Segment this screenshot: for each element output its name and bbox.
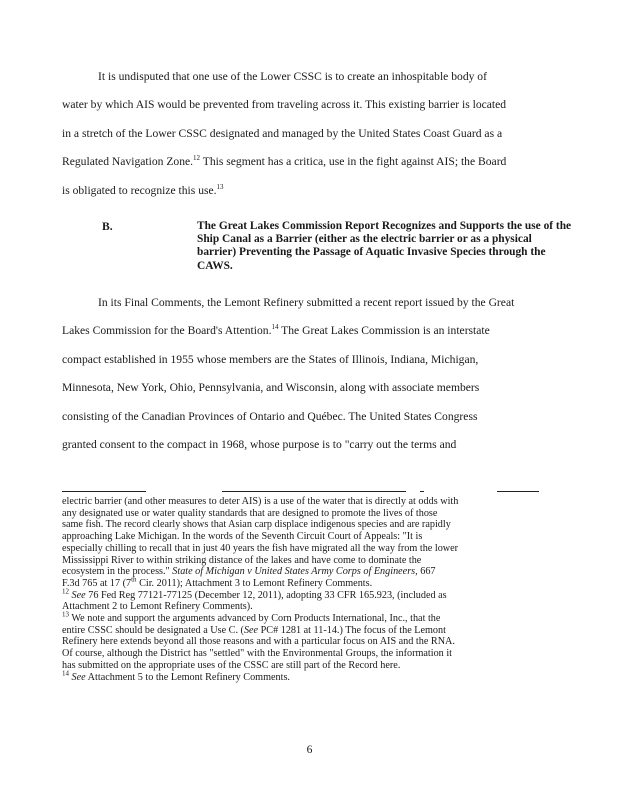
paragraph-great-lakes-commission [62,289,540,459]
footnote-ref[interactable]: 13 [216,182,224,191]
text-line: Lakes Commission for the Board's Attention.$^{14}$ The Great Lakes Commission is an interstate [62,323,490,338]
section-title-line: CAWS. [197,259,233,272]
footnote-separator [0,491,619,493]
section-title-line: The Great Lakes Commission Report Recognizes and Supports the use of the [197,220,572,232]
footnote-ref[interactable]: 12 [193,154,201,163]
text-line: Regulated Navigation Zone.$^{12}$ This segment has a critica, use in the fight against AIS; the Board [62,154,507,169]
text-line: water by which AIS would be prevented from traveling across it. This existing barrier is located [62,98,507,112]
footnote-line: Refinery here extends beyond all those reasons and with a particular focus on AIS and the RNA. [62,636,455,648]
text-line: In its Final Comments, the Lemont Refinery submitted a recent report issued by the Great [98,296,515,309]
text-line: in a stretch of the Lower CSSC designated and managed by the United States Coast Guard as a [62,126,503,140]
footnote-number: 14 [62,669,69,678]
text-line: Minnesota, New York, Ohio, Pennsylvania, and Wisconsin, along with associate members [62,381,480,395]
footnote-line: any designated use or water quality standards that are designed to promote the lives of those [62,507,438,519]
footnote-line: has submitted on the appropriate uses of the CSSC are still part of the Record here. [62,659,401,671]
footnote-line: Mississippi River to within striking distance of the lakes and have come to dominate the [62,554,422,566]
separator-segment [222,491,406,492]
text-line: granted consent to the compact in 1968, whose purpose is to "carry out the terms and [62,438,457,452]
text-line: is obligated to recognize this use.$^{13}$ [62,182,224,197]
footnote-number: 12 [62,587,69,596]
paragraph-lower-cssc-use [62,63,540,205]
footnote-line: F.3d 765 at 17 (7th Cir. 2011); Attachment 3 to Lemont Refinery Comments. [62,575,373,589]
footnote-line: Of course, although the District has "settled" with the Environmental Groups, the information it [62,648,452,660]
separator-segment [420,491,424,492]
section-letter: B. [102,220,113,233]
footnote-line: ecosystem in the process." State of Michigan v United States Army Corps of Engineers, 667 [62,566,436,578]
text-line: It is undisputed that one use of the Lower CSSC is to create an inhospitable body of [98,70,487,83]
footnote-number: 13 [62,610,69,619]
separator-segment [497,491,539,492]
footnotes [62,496,540,683]
page-number: 6 [306,743,313,756]
separator-segment [62,491,146,492]
footnote-line: same fish. The record clearly shows that Asian carp displace indigenous species and are rapidly [62,519,451,531]
footnote-line: approaching Lake Michigan. In the words of the Seventh Circuit Court of Appeals: "It is [62,531,423,543]
footnote-ref[interactable]: 14 [271,323,279,332]
section-title [197,220,597,273]
footnote-12: $^{12}$ See 76 Fed Reg 77121-77125 (December 12, 2011), adopting 33 CFR 165.923, (included as [62,587,447,601]
section-title-line: barrier) Preventing the Passage of Aquatic Invasive Species through the [197,246,546,259]
text-line: compact established in 1955 whose members are the States of Illinois, Indiana, Michigan, [62,352,479,366]
section-title-line: Ship Canal as a Barrier (either as the electric barrier or as a physical [197,233,532,246]
footnote-14: $^{14}$ See Attachment 5 to the Lemont Refinery Comments. [62,669,290,683]
footnote-line: Attachment 2 to Lemont Refinery Comments). [62,601,253,613]
text-line: consisting of the Canadian Provinces of Ontario and Québec. The United States Congress [62,409,478,423]
footnote-line: electric barrier (and other measures to deter AIS) is a use of the water that is directly at odds with [62,496,459,507]
footnote-13: $^{13}$ We note and support the arguments advanced by Corn Products International, Inc., that the [62,610,441,625]
footnote-line: entire CSSC should be designated a Use C. (See PC# 1281 at 11-14.) The focus of the Lemont [62,624,446,636]
footnote-line: especially chilling to recall that in just 40 years the fish have migrated all the way from the lower [62,542,459,554]
